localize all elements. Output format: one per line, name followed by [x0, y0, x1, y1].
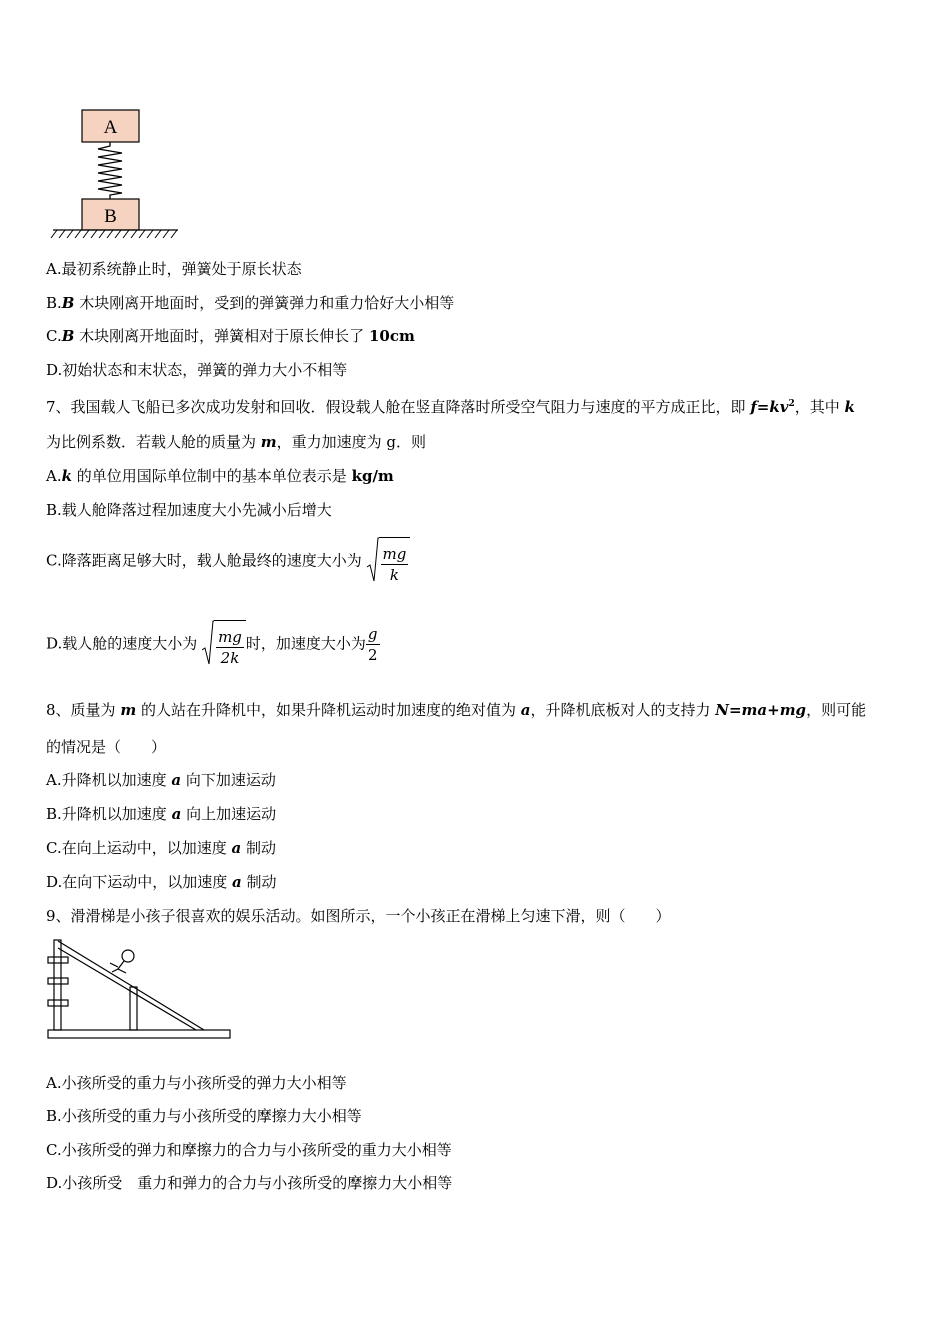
spring [98, 142, 122, 199]
sqrt-mg-over-k: $\frac{mg}{k}$ [367, 537, 411, 586]
slide-figure [44, 935, 236, 1045]
child-head [122, 950, 134, 962]
q8-stem-line2: 的情况是（ ） [46, 738, 167, 756]
ladder-rung [48, 978, 68, 984]
q6-option-b: B.B 木块刚离开地面时，受到的弹簧弹力和重力恰好大小相等 [46, 294, 455, 312]
q6-option-c: C.B 木块刚离开地面时，弹簧相对于原长伸长了 10cm [46, 327, 415, 345]
q8-option-d: D.在向下运动中，以加速度 a 制动 [46, 873, 277, 891]
spring-blocks-figure [48, 105, 183, 243]
q7-stem-line1: 7、我国载人飞船已多次成功发射和回收．假设载人舱在竖直降落时所受空气阻力与速度的平方成正比，即 $f=kv^2$，其中 k [46, 398, 855, 416]
ladder-rung [48, 957, 68, 963]
slide-base [48, 1030, 230, 1038]
q9-option-b: B.小孩所受的重力与小孩所受的摩擦力大小相等 [46, 1107, 362, 1125]
q7-option-d: D.载人舱的速度大小为 $\frac{mg}{2k}$ 时，加速度大小为 $\frac{g}{2}$ [46, 620, 380, 669]
q6-option-d: D.初始状态和末状态，弹簧的弹力大小不相等 [46, 361, 348, 379]
q9-stem: 9、滑滑梯是小孩子很喜欢的娱乐活动。如图所示，一个小孩正在滑梯上匀速下滑，则（ ） [46, 907, 671, 925]
block-a-label: A [103, 117, 118, 138]
q8-option-c: C.在向上运动中，以加速度 a 制动 [46, 839, 277, 857]
sqrt-mg-over-2k: $\frac{mg}{2k}$ [202, 620, 246, 669]
q7-option-b: B.载人舱降落过程加速度大小先减小后增大 [46, 501, 332, 519]
q9-option-a: A.小孩所受的重力与小孩所受的弹力大小相等 [46, 1074, 347, 1092]
q8-option-b: B.升降机以加速度 a 向上加速运动 [46, 805, 277, 823]
q8-formula: N=ma+mg [715, 701, 807, 719]
q9-option-d: D.小孩所受 重力和弹力的合力与小孩所受的摩擦力大小相等 [46, 1174, 453, 1192]
q7-formula: f=kv [750, 398, 789, 416]
ladder-rung [48, 1000, 68, 1006]
q7-stem-line2: 为比例系数．若载人舱的质量为 m，重力加速度为 g．则 [46, 433, 427, 451]
slide-surface [58, 941, 204, 1030]
q8-option-a: A.升降机以加速度 a 向下加速运动 [46, 771, 276, 789]
block-b-label: B [104, 206, 117, 227]
q7-option-c: C.降落距离足够大时，载人舱最终的速度大小为 $\frac{mg}{k}$ [46, 537, 410, 586]
ground-hatching [51, 230, 177, 238]
q6-option-a: A.最初系统静止时，弹簧处于原长状态 [46, 260, 302, 278]
q8-stem-line1: 8、质量为 m 的人站在升降机中，如果升降机运动时加速度的绝对值为 a，升降机底板对人的支持力 N=ma+mg，则可能 [46, 701, 867, 719]
q9-option-c: C.小孩所受的弹力和摩擦力的合力与小孩所受的重力大小相等 [46, 1141, 452, 1159]
q7-option-a: A.k 的单位用国际单位制中的基本单位表示是 kg/m [46, 467, 394, 485]
fraction-g-over-2: $\frac{g}{2}$ [367, 625, 378, 664]
ladder-post [54, 940, 61, 1030]
